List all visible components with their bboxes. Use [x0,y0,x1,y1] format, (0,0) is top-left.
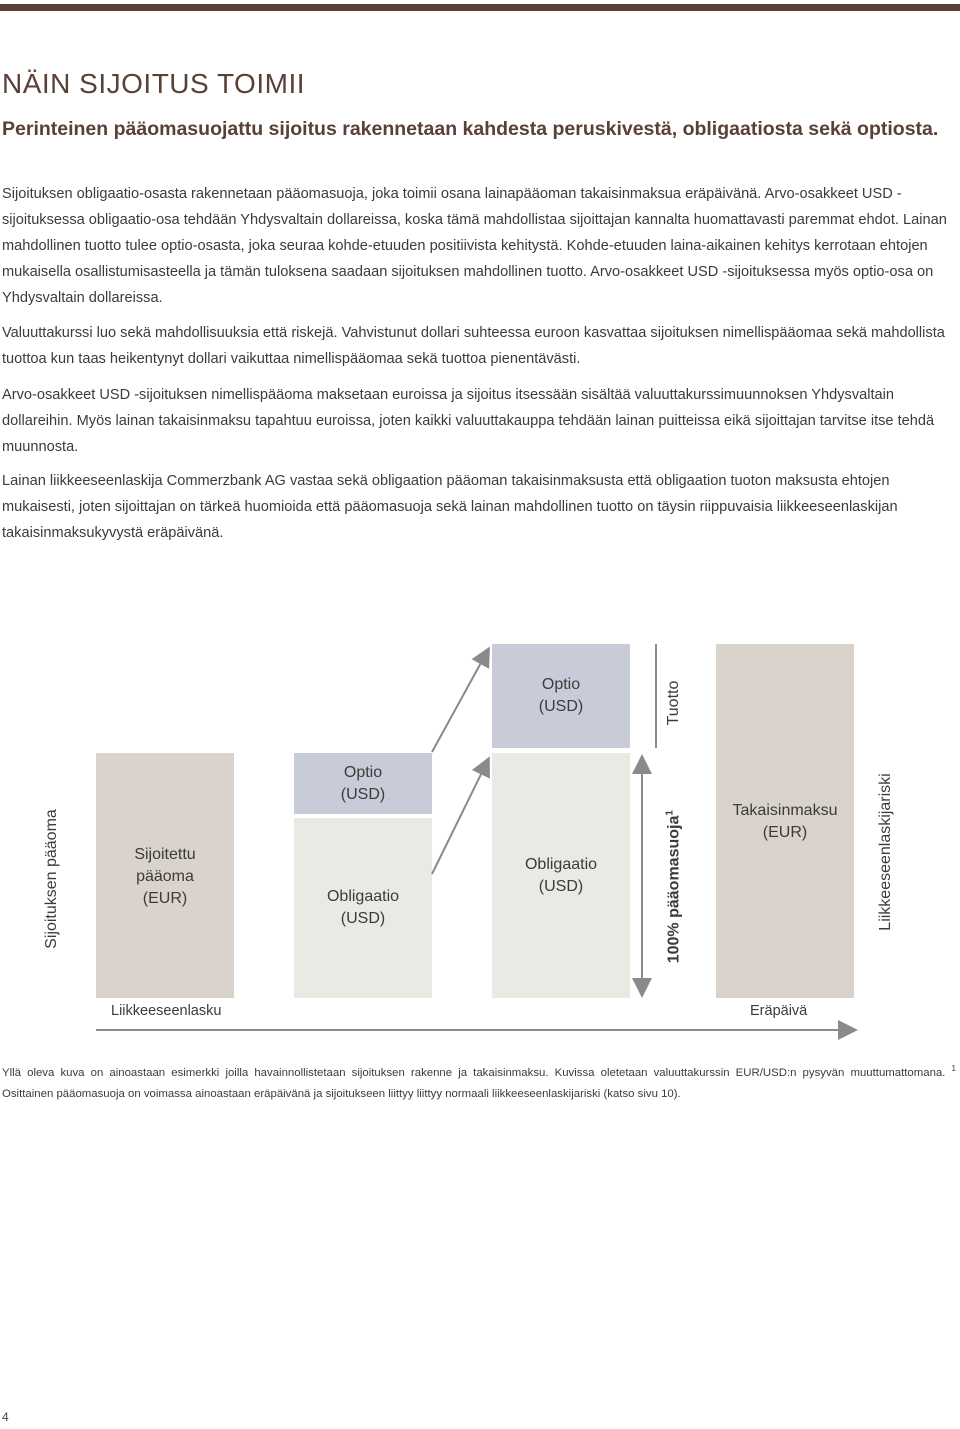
label-line: Optio [541,676,581,693]
label-line: Obligaatio [524,856,598,873]
body-paragraph-2 [2,320,956,372]
label-line: (EUR) [142,890,188,907]
issue-date-label: Liikkeeseenlasku [111,1003,222,1019]
paragraph-text: Sijoituksen obligaatio-osasta rakennetaan pääomasuoja, joka toimii osana lainapääoman takaisinmaksua eräpäivänä. Arvo-osakkeet USD -sijoituksessa obligaatio-osa tehdään Yhdysvaltain dollareissa, koska tämä mahdollistaa sijoittajan kannalta huomattavasti paremmat ehdot. Lainan mahdollinen tuotto tulee optio-osasta, joka seuraa kohde-etuuden positiivista kehitystä. Kohde-etuuden laina-aikainen kehitys kerrotaan ehtojen mukaisella osallistumisasteella ja tämän tuloksena saadaan sijoituksen mahdollinen tuotto. Arvo-osakkeet USD -sijoituksessa myös optio-osa on Yhdysvaltain dollareissa. [2,186,947,306]
paragraph-text: Valuuttakurssi luo sekä mahdollisuuksia että riskejä. Vahvistunut dollari suhteessa euroon kasvattaa sijoituksen nimellispääomaa sekä mahdollista tuottoa kun taas heikentynyt dollari vaikuttaa nimellispääomaa sekä tuottoa pienentävästi. [2,325,945,367]
label-line: Takaisinmaksu [732,802,838,819]
top-rule [0,4,960,11]
label-line: Sijoitettu [134,846,196,863]
issuer-risk-label: Liikkeeseenlaskijariski [877,773,894,931]
label-line: (EUR) [762,824,808,841]
label-line: Optio [343,764,383,781]
label-line: (USD) [538,878,584,895]
option-growth-arrow [432,650,488,752]
body-paragraph-3 [2,382,956,460]
label-line: pääoma [136,868,194,885]
body-paragraph-4 [2,468,956,546]
paragraph-text: Lainan liikkeeseenlaskija Commerzbank AG vastaa sekä obligaation pääoman takaisinmaksusta että obligaation tuoton maksusta ehtojen mukaisesti, joten sijoittajan on tärkeä huomioida että pääomasuoja sekä lainan mahdollinen tuotto on täysin riippuvaisia liikkeeseenlaskijan takaisinmaksukyvystä eräpäivänä. [2,473,898,541]
footnote-mark: 1 [951,1064,956,1073]
investment-structure-diagram [0,630,960,1050]
label-line: (USD) [340,786,386,803]
body-paragraph-1 [2,181,956,311]
bond-growth-arrow [432,760,488,874]
label-line: Obligaatio [326,888,400,905]
protection-text: 100% pääomasuoja [665,815,683,964]
footnote-text: Yllä oleva kuva on ainoastaan esimerkki joilla havainnollistetaan sijoituksen rakenne ja takaisinmaksu. Kuvissa oletetaan valuuttakurssin EUR/USD:n pysyvän muuttumattomana. [2,1066,946,1079]
page-number: 4 [2,1410,9,1424]
paragraph-text: Arvo-osakkeet USD -sijoituksen nimellispääoma maksetaan euroissa ja sijoitus itsessään sisältää valuuttakurssimuunnoksen Yhdysvaltain dollareihin. Myös lainan takaisinmaksu tapahtuu euroissa, joten kaikki valuuttakauppa tehdään lainan puitteissa eikä sijoittajan tarvitse itse tehdä muunnosta. [2,387,935,455]
page-subheading: Perinteinen pääomasuojattu sijoitus rakennetaan kahdesta peruskivestä, obligaatiosta sekä optiosta. [2,118,939,140]
page-heading: NÄIN SIJOITUS TOIMII [2,68,306,99]
diagram-arrows [0,630,960,1050]
footnote-text: Osittainen pääomasuoja on voimassa ainoastaan eräpäivänä ja sijoitukseen liittyy liittyy normaali liikkeeseenlaskijariski (katso sivu 10). [2,1087,681,1100]
left-axis-label: Sijoituksen pääoma [43,809,60,949]
label-line: (USD) [340,910,386,927]
maturity-date-label: Eräpäivä [750,1003,808,1019]
diagram-footnote [2,1058,956,1105]
protection-footnote-mark: 1 [664,810,676,816]
return-label: Tuotto [665,680,682,726]
label-line: (USD) [538,698,584,715]
